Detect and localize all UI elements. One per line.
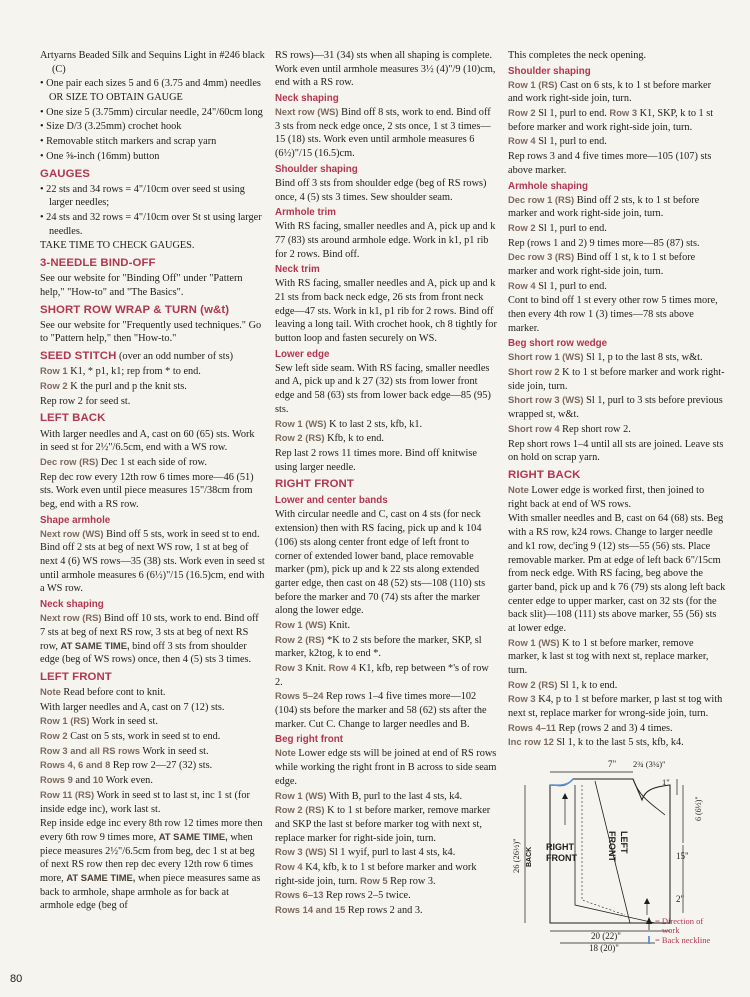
row-label: Row 3 bbox=[609, 107, 638, 119]
row-text: Sl 1 wyif, purl to last 4 sts, k4. bbox=[329, 847, 456, 859]
column-right bbox=[508, 49, 726, 751]
bindoff-heading: 3-NEEDLE BIND-OFF bbox=[40, 257, 156, 270]
row-label: Row 1 (RS) bbox=[508, 78, 558, 90]
wedge-rep: Rep short rows 1–4 until all sts are joined. Leave sts on hold on scrap yarn. bbox=[508, 438, 724, 464]
row-label: Short row 2 bbox=[508, 366, 560, 378]
row-label: Next row (WS) bbox=[40, 527, 104, 539]
row-text: Bind off 10 sts, work to end. Bind off 7 sts at beg of next RS row, 3 sts at beg of next RS row, bbox=[40, 613, 259, 652]
row-text: Bind off 8 sts, work to end. Bind off 3 sts from neck edge once, 2 sts once, 1 st 3 times—15 (18) sts. Work even until armhole measures 6 (6½)"/15 (16.5)cm. bbox=[275, 107, 491, 160]
dim-height-label: 26 (26½)" bbox=[511, 838, 521, 873]
dim-15-label: 15" bbox=[676, 851, 689, 861]
lower-center-bands-heading: Lower and center bands bbox=[275, 495, 388, 507]
row-text: Dec 1 st each side of row. bbox=[100, 456, 207, 468]
wrap-turn-heading: SHORT ROW WRAP & TURN (w&t) bbox=[40, 303, 230, 316]
seed-stitch-sub: (over an odd number of sts) bbox=[119, 351, 234, 363]
direction-arrow-head bbox=[562, 793, 568, 799]
short-row-wedge-heading: Beg short row wedge bbox=[508, 338, 608, 350]
armhole-cont: Cont to bind off 1 st every other row 5 times more, then every 4th row 1 (3) times—78 sts above marker. bbox=[508, 295, 718, 334]
note-text: Lower edge sts will be joined at end of RS rows while working the right front in B across to side seam edge. bbox=[275, 748, 497, 787]
row-text: bind off 3 sts from shoulder edge (beg of WS rows) once, then 4 (5) sts 3 times. bbox=[40, 640, 252, 666]
right-back-text: With smaller needles and B, cast on 64 (68) sts. Beg with a RS row, k24 rows. Change to larger needle and k1 row, dec'ing 9 (12) sts—55 (56) sts. Place removable marker. Pm at edge of left back 6"/15cm from neck edge. With RS facing, beg above the garter band, pick up and k 76 (79) sts along left back center edge to upper marker, cast on 32 sts (for the back slit)—108 (111) sts above marker, 55 (56) sts at lower edge. bbox=[508, 513, 726, 634]
note-text: Read before cont to knit. bbox=[63, 687, 166, 699]
left-front-text: With larger needles and A, cast on 7 (12) sts. bbox=[40, 701, 225, 713]
row-text: K to 1 st before marker, remove marker and SKP the last st before marker tog with next st, replace marker for right-side join, turn. bbox=[275, 805, 491, 844]
row-text: K1, kfb, rep between *'s of row 2. bbox=[275, 663, 489, 688]
dim-1-label: 1" bbox=[662, 777, 670, 787]
row-text: Sl 1, purl to end. bbox=[538, 136, 607, 148]
dim-top-label: 7" bbox=[608, 759, 617, 769]
row-label: Row 2 bbox=[40, 730, 68, 742]
row-text: K the purl and p the knit sts. bbox=[70, 381, 187, 392]
row-label: Row 3 bbox=[275, 662, 303, 673]
legend-direction-2: work bbox=[662, 925, 680, 935]
row-label: Row 1 (RS) bbox=[40, 715, 90, 727]
schematic-diagram bbox=[505, 755, 735, 955]
row-label: Row 1 bbox=[40, 365, 68, 377]
shoulder-shaping-heading: Shoulder shaping bbox=[275, 163, 358, 175]
back-neckline bbox=[550, 779, 573, 785]
row-label: Row 3 (WS) bbox=[275, 846, 327, 858]
neck-trim-heading: Neck trim bbox=[275, 264, 320, 276]
right-front-heading: RIGHT FRONT bbox=[275, 478, 354, 491]
same-time-note: AT SAME TIME, bbox=[60, 639, 130, 651]
row-label: Row 4 bbox=[508, 135, 536, 147]
row-text: Sl 1, k to the last 5 sts, kfb, k4. bbox=[556, 737, 684, 749]
dim-bottom-label: 18 (20)" bbox=[589, 943, 619, 953]
dim-shoulder-label: 2¾ (3¼)" bbox=[633, 759, 666, 769]
row-label: Row 5 bbox=[359, 874, 388, 886]
bindoff-text: See our website for "Binding Off" under "Pattern help," "How-to" and "The Basics". bbox=[40, 273, 243, 298]
row-label: Short row 4 bbox=[508, 422, 560, 434]
row-text: K1, * p1, k1; rep from * to end. bbox=[70, 366, 201, 378]
band-inner bbox=[582, 785, 625, 915]
same-time-note: AT SAME TIME, bbox=[66, 871, 136, 883]
column-middle bbox=[275, 49, 497, 919]
beg-right-front-heading: Beg right front bbox=[275, 734, 344, 746]
left-back-heading: LEFT BACK bbox=[40, 412, 106, 425]
right-back-heading: RIGHT BACK bbox=[508, 468, 581, 481]
row-text: Rep rows 2–5 twice. bbox=[326, 890, 411, 902]
same-time-note: AT SAME TIME, bbox=[158, 830, 228, 842]
row-text: Kfb, k to end. bbox=[327, 433, 384, 445]
legend-arrow-icon bbox=[646, 917, 652, 924]
row-label: Rows 4, 6 and 8 bbox=[40, 759, 111, 771]
row-label: Row 1 (WS) bbox=[275, 417, 327, 429]
shoulder-text: Bind off 3 sts from shoulder edge (beg of RS rows) once, 4 (5) sts 3 times. Sew shoulder seam. bbox=[275, 177, 487, 203]
row-text: Work in seed st. bbox=[142, 745, 209, 757]
shoulder-rep: Rep rows 3 and 4 five times more—105 (107) sts above marker. bbox=[508, 151, 712, 176]
row-label: Next row (RS) bbox=[40, 612, 102, 624]
note-label: Note bbox=[40, 686, 61, 698]
continued-text: RS rows)—31 (34) sts when all shaping is complete. Work even until armhole measures 3½ (4)"/9 (10)cm, end with a RS row. bbox=[275, 50, 496, 89]
right-label: RIGHT bbox=[546, 842, 574, 852]
seed-stitch-heading: SEED STITCH bbox=[40, 350, 117, 363]
row-label: Rows 6–13 bbox=[275, 889, 324, 901]
row-text: when piece measures same as back to armhole, shape armhole as for back at armhole edge (beg of bbox=[40, 872, 261, 912]
row-text: With B, purl to the last 4 sts, k4. bbox=[328, 790, 463, 802]
armhole-curve bbox=[633, 779, 665, 815]
dim-armhole-label: 6 (6½)" bbox=[694, 796, 703, 821]
row-text: when piece measures 2½"/6.5cm from beg, dec 1 st at beg of next RS row then rep dec every 12th row 6 times more, bbox=[40, 831, 255, 884]
row-label: Row 2 (RS) bbox=[275, 432, 325, 444]
shape-armhole-heading: Shape armhole bbox=[40, 514, 111, 526]
row-text: Rep row 2—27 (32) sts. bbox=[112, 760, 213, 772]
back-label: BACK bbox=[526, 846, 533, 867]
neck-shaping-heading: Neck shaping bbox=[275, 93, 339, 105]
row-label: 10 bbox=[92, 774, 104, 786]
materials-item: • One size 5 (3.75mm) circular needle, 24"/60cm long bbox=[40, 106, 263, 118]
row-text: Knit. bbox=[329, 619, 351, 631]
row-label: Dec row (RS) bbox=[40, 455, 99, 467]
row-text: K4, p to 1 st before marker, p last st tog with next st, replace marker for wrong-side join, turn. bbox=[508, 694, 723, 720]
row-label: Row 4 bbox=[328, 662, 357, 673]
row-text: Rep rows 1–4 five times more—102 (104) sts before the marker and 58 (62) sts after the marker. Cut C. Change to larger needles and B. bbox=[275, 691, 487, 730]
row-text: K to 1 st before marker, remove marker, k last st tog with next st, replace marker, turn. bbox=[508, 637, 709, 677]
row-text: *K to 2 sts before the marker, SKP, sl marker, k2tog, k to end *. bbox=[275, 634, 482, 660]
row-label: Row 11 (RS) bbox=[40, 788, 95, 800]
row-label: Short row 1 (WS) bbox=[508, 351, 584, 363]
lower-edge-heading: Lower edge bbox=[275, 348, 330, 360]
legend-direction: = Direction of bbox=[655, 916, 704, 926]
wrap-turn-text: See our website for "Frequently used techniques." Go to "Pattern help," then "How-to." bbox=[40, 319, 262, 345]
row-text: Rep rows 2 and 3. bbox=[347, 905, 423, 917]
materials-item: • Removable stitch markers and scrap yarn bbox=[40, 136, 217, 148]
armhole-rep: Rep (rows 1 and 2) 9 times more—85 (87) sts. bbox=[508, 237, 700, 249]
row-label: Dec row 3 (RS) bbox=[508, 251, 575, 263]
neck-trim-text: With RS facing, smaller needles and A, pick up and k 21 sts from back neck edge, 26 sts from front neck edge—47 sts. Work in k1, p1 rib for 2 rows. Bind off leaving a long tail. With crochet hook, ch 8 tightly for button loop and fasten securely on WS. bbox=[275, 278, 497, 345]
row-label: Row 2 bbox=[508, 221, 536, 233]
row-text: Work in seed st to last st, inc 1 st (for inside edge inc), work last st. bbox=[40, 789, 250, 815]
left-front-heading: LEFT FRONT bbox=[40, 670, 112, 683]
row-label: Row 2 bbox=[508, 107, 536, 119]
note-label: Note bbox=[508, 484, 529, 496]
row-text: Bind off 5 sts, work in seed st to end. Bind off 2 sts at beg of next WS row, 1 st at beg of next 4 (6) WS rows—35 (38) sts. Work even in seed st until armhole measures 6 (6½)"/15 (16.5)cm, end with a WS row. bbox=[40, 528, 265, 595]
row-label: Row 1 (WS) bbox=[275, 618, 327, 630]
row-label: Rows 5–24 bbox=[275, 690, 324, 702]
row-label: Row 2 bbox=[40, 380, 68, 391]
row-text: and bbox=[75, 775, 91, 787]
front-label: FRONT bbox=[546, 853, 577, 863]
page-number: 80 bbox=[10, 973, 23, 985]
bands-text: With circular needle and C, cast on 4 sts (for neck extension) then with RS facing, pick up and k 104 (106) sts along center front edge of left front to corner of extended lower band, place removable marker (pm), pick up and k 22 sts along extended garter edge, then cast on 48 (52) sts—108 (110) sts before the marker and 70 (74) sts after the marker along the lower edge. bbox=[275, 509, 486, 617]
armhole-trim-text: With RS facing, smaller needles and A, pick up and k 77 (83) sts around armhole edge. Work in k1, p1 rib for 2 rows. Bind off. bbox=[275, 221, 496, 260]
left-back-text: With larger needles and A, cast on 60 (65) sts. Work in seed st for 2½"/6.5cm, end with a WS row. bbox=[40, 428, 255, 454]
left-front-label: FRONT bbox=[607, 831, 617, 862]
gauge-item: • 22 sts and 34 rows = 4"/10cm over seed st using larger needles; bbox=[40, 183, 245, 209]
row-text: Sl 1, purl to end. bbox=[538, 280, 607, 292]
row-label: Row 1 (WS) bbox=[275, 789, 327, 801]
armhole-trim-heading: Armhole trim bbox=[275, 207, 336, 219]
lower-edge-text: Sew left side seam. With RS facing, smaller needles and A, pick up and k 27 (32) sts from lower front edge and 58 (63) sts from lower back edge—85 (95) sts. bbox=[275, 362, 491, 415]
row-label: Row 2 (RS) bbox=[275, 633, 325, 645]
row-label: Dec row 1 (RS) bbox=[508, 193, 575, 205]
row-text: Work even. bbox=[105, 775, 153, 787]
row-text: K to last 2 sts, kfb, k1. bbox=[329, 418, 423, 430]
dim-2-label: 2" bbox=[676, 894, 685, 904]
row-text: K to 1 st before marker and work right-side join, turn. bbox=[508, 367, 725, 392]
row-label: Row 3 and all RS rows bbox=[40, 744, 141, 756]
note-text: Lower edge is worked first, then joined to right back at end of WS rows. bbox=[508, 485, 705, 510]
row-text: Sl 1, purl to 3 sts before previous wrapped st, w&t. bbox=[508, 395, 723, 421]
row-label: Row 3 bbox=[508, 693, 536, 705]
row-label: Row 4 bbox=[508, 279, 536, 291]
row-text: Sl 1, p to the last 8 sts, w&t. bbox=[586, 352, 703, 364]
gauges-heading: GAUGES bbox=[40, 167, 90, 180]
row-label: Row 2 (RS) bbox=[275, 804, 325, 816]
row-label: Inc row 12 bbox=[508, 736, 554, 748]
row-text: Bind off 1 st, k to 1 st before marker and work right-side join, turn. bbox=[508, 252, 696, 277]
row-text: Rep short row 2. bbox=[562, 423, 631, 435]
row-label: Row 4 bbox=[275, 860, 303, 872]
seed-rep: Rep row 2 for seed st. bbox=[40, 395, 131, 407]
materials-item: • One pair each sizes 5 and 6 (3.75 and 4mm) needles OR SIZE TO OBTAIN GAUGE bbox=[40, 78, 261, 104]
row-text: Sl 1, k to end. bbox=[560, 679, 618, 691]
gauge-item: • 24 sts and 32 rows = 4"/10cm over St st using larger needles. bbox=[40, 212, 262, 237]
row-text: Cast on 6 sts, k to 1 st before marker and work right-side join, turn. bbox=[508, 79, 712, 105]
row-label: Next row (WS) bbox=[275, 106, 339, 118]
continued-text: This completes the neck opening. bbox=[508, 50, 647, 61]
neck-shaping-heading: Neck shaping bbox=[40, 599, 104, 611]
row-text: Rep row 3. bbox=[390, 875, 436, 887]
materials-yarn: Artyarns Beaded Silk and Sequins Light in #246 black (C) bbox=[40, 50, 265, 75]
row-text: Bind off 2 sts, k to 1 st before marker and work right-side join, turn. bbox=[508, 194, 700, 220]
armhole-shaping-heading: Armhole shaping bbox=[508, 180, 589, 192]
row-label: Row 1 (WS) bbox=[508, 636, 560, 648]
row-text: Rep (rows 2 and 3) 4 times. bbox=[558, 722, 673, 734]
note-label: Note bbox=[275, 747, 296, 759]
row-text: Sl 1, purl to end. bbox=[538, 222, 607, 234]
dim-width-label: 20 (22)" bbox=[591, 931, 621, 941]
row-text: Work in seed st. bbox=[91, 716, 158, 728]
row-text: Cast on 5 sts, work in seed st to end. bbox=[70, 731, 221, 743]
column-left bbox=[40, 49, 265, 914]
row-text: Knit. bbox=[305, 663, 327, 674]
row-label: Rows 14 and 15 bbox=[275, 904, 346, 916]
gauge-note: TAKE TIME TO CHECK GAUGES. bbox=[40, 240, 195, 252]
direction-arrow-head bbox=[644, 898, 650, 904]
row-label: Short row 3 (WS) bbox=[508, 394, 584, 406]
materials-item: • Size D/3 (3.25mm) crochet hook bbox=[40, 121, 182, 133]
materials-item: • One ⅝-inch (16mm) button bbox=[40, 150, 160, 162]
row-label: Rows 4–11 bbox=[508, 721, 556, 733]
legend-neckline: = Back neckline bbox=[655, 935, 711, 945]
row-text: K4, kfb, k to 1 st before marker and work right-side join, turn. bbox=[275, 861, 477, 887]
row-text: K1, SKP, k to 1 st before marker and work right-side join, turn. bbox=[508, 108, 714, 133]
left-label: LEFT bbox=[619, 831, 629, 854]
left-back-text: Rep dec row every 12th row 6 times more—46 (51) sts. Work even until piece measures 15"/38cm from beg, end with a RS row. bbox=[40, 471, 254, 510]
lower-edge-rep: Rep last 2 rows 11 times more. Bind off knitwise using larger needle. bbox=[275, 447, 477, 473]
shoulder-shaping-heading: Shoulder shaping bbox=[508, 65, 591, 77]
row-text: Sl 1, purl to end. bbox=[538, 108, 607, 120]
row-label: Rows 9 bbox=[40, 774, 73, 786]
row-label: Row 2 (RS) bbox=[508, 678, 558, 690]
row-text: Rep inside edge inc every 8th row 12 times more then every 6th row 9 times more, bbox=[40, 818, 263, 843]
